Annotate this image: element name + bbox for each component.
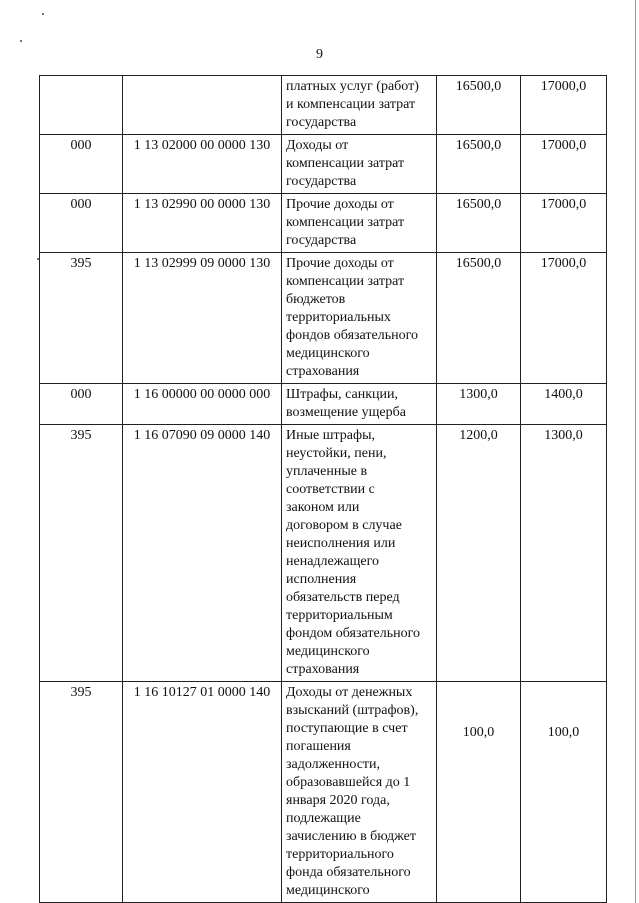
name-line: государства: [286, 233, 357, 248]
revenue-name-cell: [282, 682, 437, 903]
revenue-name-cell: [282, 76, 437, 135]
name-line: государства: [286, 174, 357, 189]
admin-code-cell: [40, 76, 123, 135]
name-line: медицинского: [286, 644, 370, 659]
table-row: [40, 76, 607, 135]
name-line: Прочие доходы от: [286, 197, 394, 212]
value-2-cell: 17000,0: [521, 76, 607, 135]
value-2-cell: 1400,0: [521, 384, 607, 425]
name-line: Штрафы, санкции,: [286, 387, 398, 402]
revenue-name-cell: [282, 425, 437, 682]
name-line: исполнения: [286, 572, 357, 587]
value-1-cell: [437, 682, 521, 903]
name-line: страхования: [286, 662, 360, 677]
name-line: фондов обязательного: [286, 328, 418, 343]
name-line: территориальных: [286, 310, 391, 325]
name-line: подлежащие: [286, 811, 361, 826]
value-1-cell: 16500,0: [437, 253, 521, 384]
revenue-name-cell: [282, 194, 437, 253]
revenue-name-cell: [282, 384, 437, 425]
name-line: уплаченные в: [286, 464, 368, 479]
name-line: взысканий (штрафов),: [286, 703, 419, 718]
admin-code-cell: 395: [40, 253, 123, 384]
page-number: 9: [316, 47, 323, 62]
value-1-cell: 16500,0: [437, 194, 521, 253]
admin-code-cell: 000: [40, 194, 123, 253]
name-line: погашения: [286, 739, 351, 754]
kbk-code-cell: 1 16 00000 00 0000 000: [123, 384, 282, 425]
name-line: фондом обязательного: [286, 626, 420, 641]
name-line: платных услуг (работ): [286, 79, 419, 94]
value-1-cell: 16500,0: [437, 135, 521, 194]
name-line: неустойки, пени,: [286, 446, 387, 461]
name-line: Доходы от: [286, 138, 349, 153]
name-line: возмещение ущерба: [286, 405, 406, 420]
kbk-code-cell: 1 13 02000 00 0000 130: [123, 135, 282, 194]
value-1-cell: 1300,0: [437, 384, 521, 425]
table-row: [40, 253, 607, 384]
kbk-code-cell: 1 13 02999 09 0000 130: [123, 253, 282, 384]
name-line: поступающие в счет: [286, 721, 408, 736]
name-line: территориальным: [286, 608, 393, 623]
name-line: компенсации затрат: [286, 215, 405, 230]
value-1-cell: 1200,0: [437, 425, 521, 682]
name-line: страхования: [286, 364, 360, 379]
table-row: [40, 425, 607, 682]
name-line: неисполнения или: [286, 536, 396, 551]
admin-code-cell: 395: [40, 682, 123, 903]
scan-speck: [20, 40, 22, 42]
revenue-name-cell: [282, 253, 437, 384]
value-1-text: 100,0: [462, 725, 495, 740]
scan-edge-line: [635, 0, 636, 903]
name-line: территориального: [286, 847, 394, 862]
table-row: [40, 384, 607, 425]
name-line: Иные штрафы,: [286, 428, 375, 443]
kbk-code-cell: 1 16 10127 01 0000 140: [123, 682, 282, 903]
name-line: и компенсации затрат: [286, 97, 416, 112]
kbk-code-cell: 1 16 07090 09 0000 140: [123, 425, 282, 682]
name-line: января 2020 года,: [286, 793, 390, 808]
name-line: законом или: [286, 500, 360, 515]
name-line: зачислению в бюджет: [286, 829, 416, 844]
name-line: Доходы от денежных: [286, 685, 413, 700]
scan-speck: [42, 13, 44, 15]
name-line: ненадлежащего: [286, 554, 380, 569]
name-line: договором в случае: [286, 518, 402, 533]
value-2-cell: [521, 682, 607, 903]
name-line: обязательств перед: [286, 590, 400, 605]
name-line: соответствии с: [286, 482, 375, 497]
value-2-text: 100,0: [547, 725, 580, 740]
value-1-cell: 16500,0: [437, 76, 521, 135]
table-row: [40, 194, 607, 253]
table-row: [40, 682, 607, 903]
name-line: компенсации затрат: [286, 274, 405, 289]
revenue-table: [39, 75, 607, 903]
kbk-code-cell: 1 13 02990 00 0000 130: [123, 194, 282, 253]
admin-code-cell: 000: [40, 135, 123, 194]
name-line: бюджетов: [286, 292, 346, 307]
name-line: государства: [286, 115, 357, 130]
table-row: [40, 135, 607, 194]
revenue-name-cell: [282, 135, 437, 194]
admin-code-cell: 395: [40, 425, 123, 682]
name-line: задолженности,: [286, 757, 381, 772]
name-line: образовавшейся до 1: [286, 775, 411, 790]
name-line: медицинского: [286, 346, 370, 361]
value-2-cell: 1300,0: [521, 425, 607, 682]
name-line: фонда обязательного: [286, 865, 411, 880]
value-2-cell: 17000,0: [521, 253, 607, 384]
name-line: Прочие доходы от: [286, 256, 394, 271]
name-line: компенсации затрат: [286, 156, 405, 171]
value-2-cell: 17000,0: [521, 135, 607, 194]
value-2-cell: 17000,0: [521, 194, 607, 253]
kbk-code-cell: [123, 76, 282, 135]
admin-code-cell: 000: [40, 384, 123, 425]
name-line: медицинского: [286, 883, 370, 898]
